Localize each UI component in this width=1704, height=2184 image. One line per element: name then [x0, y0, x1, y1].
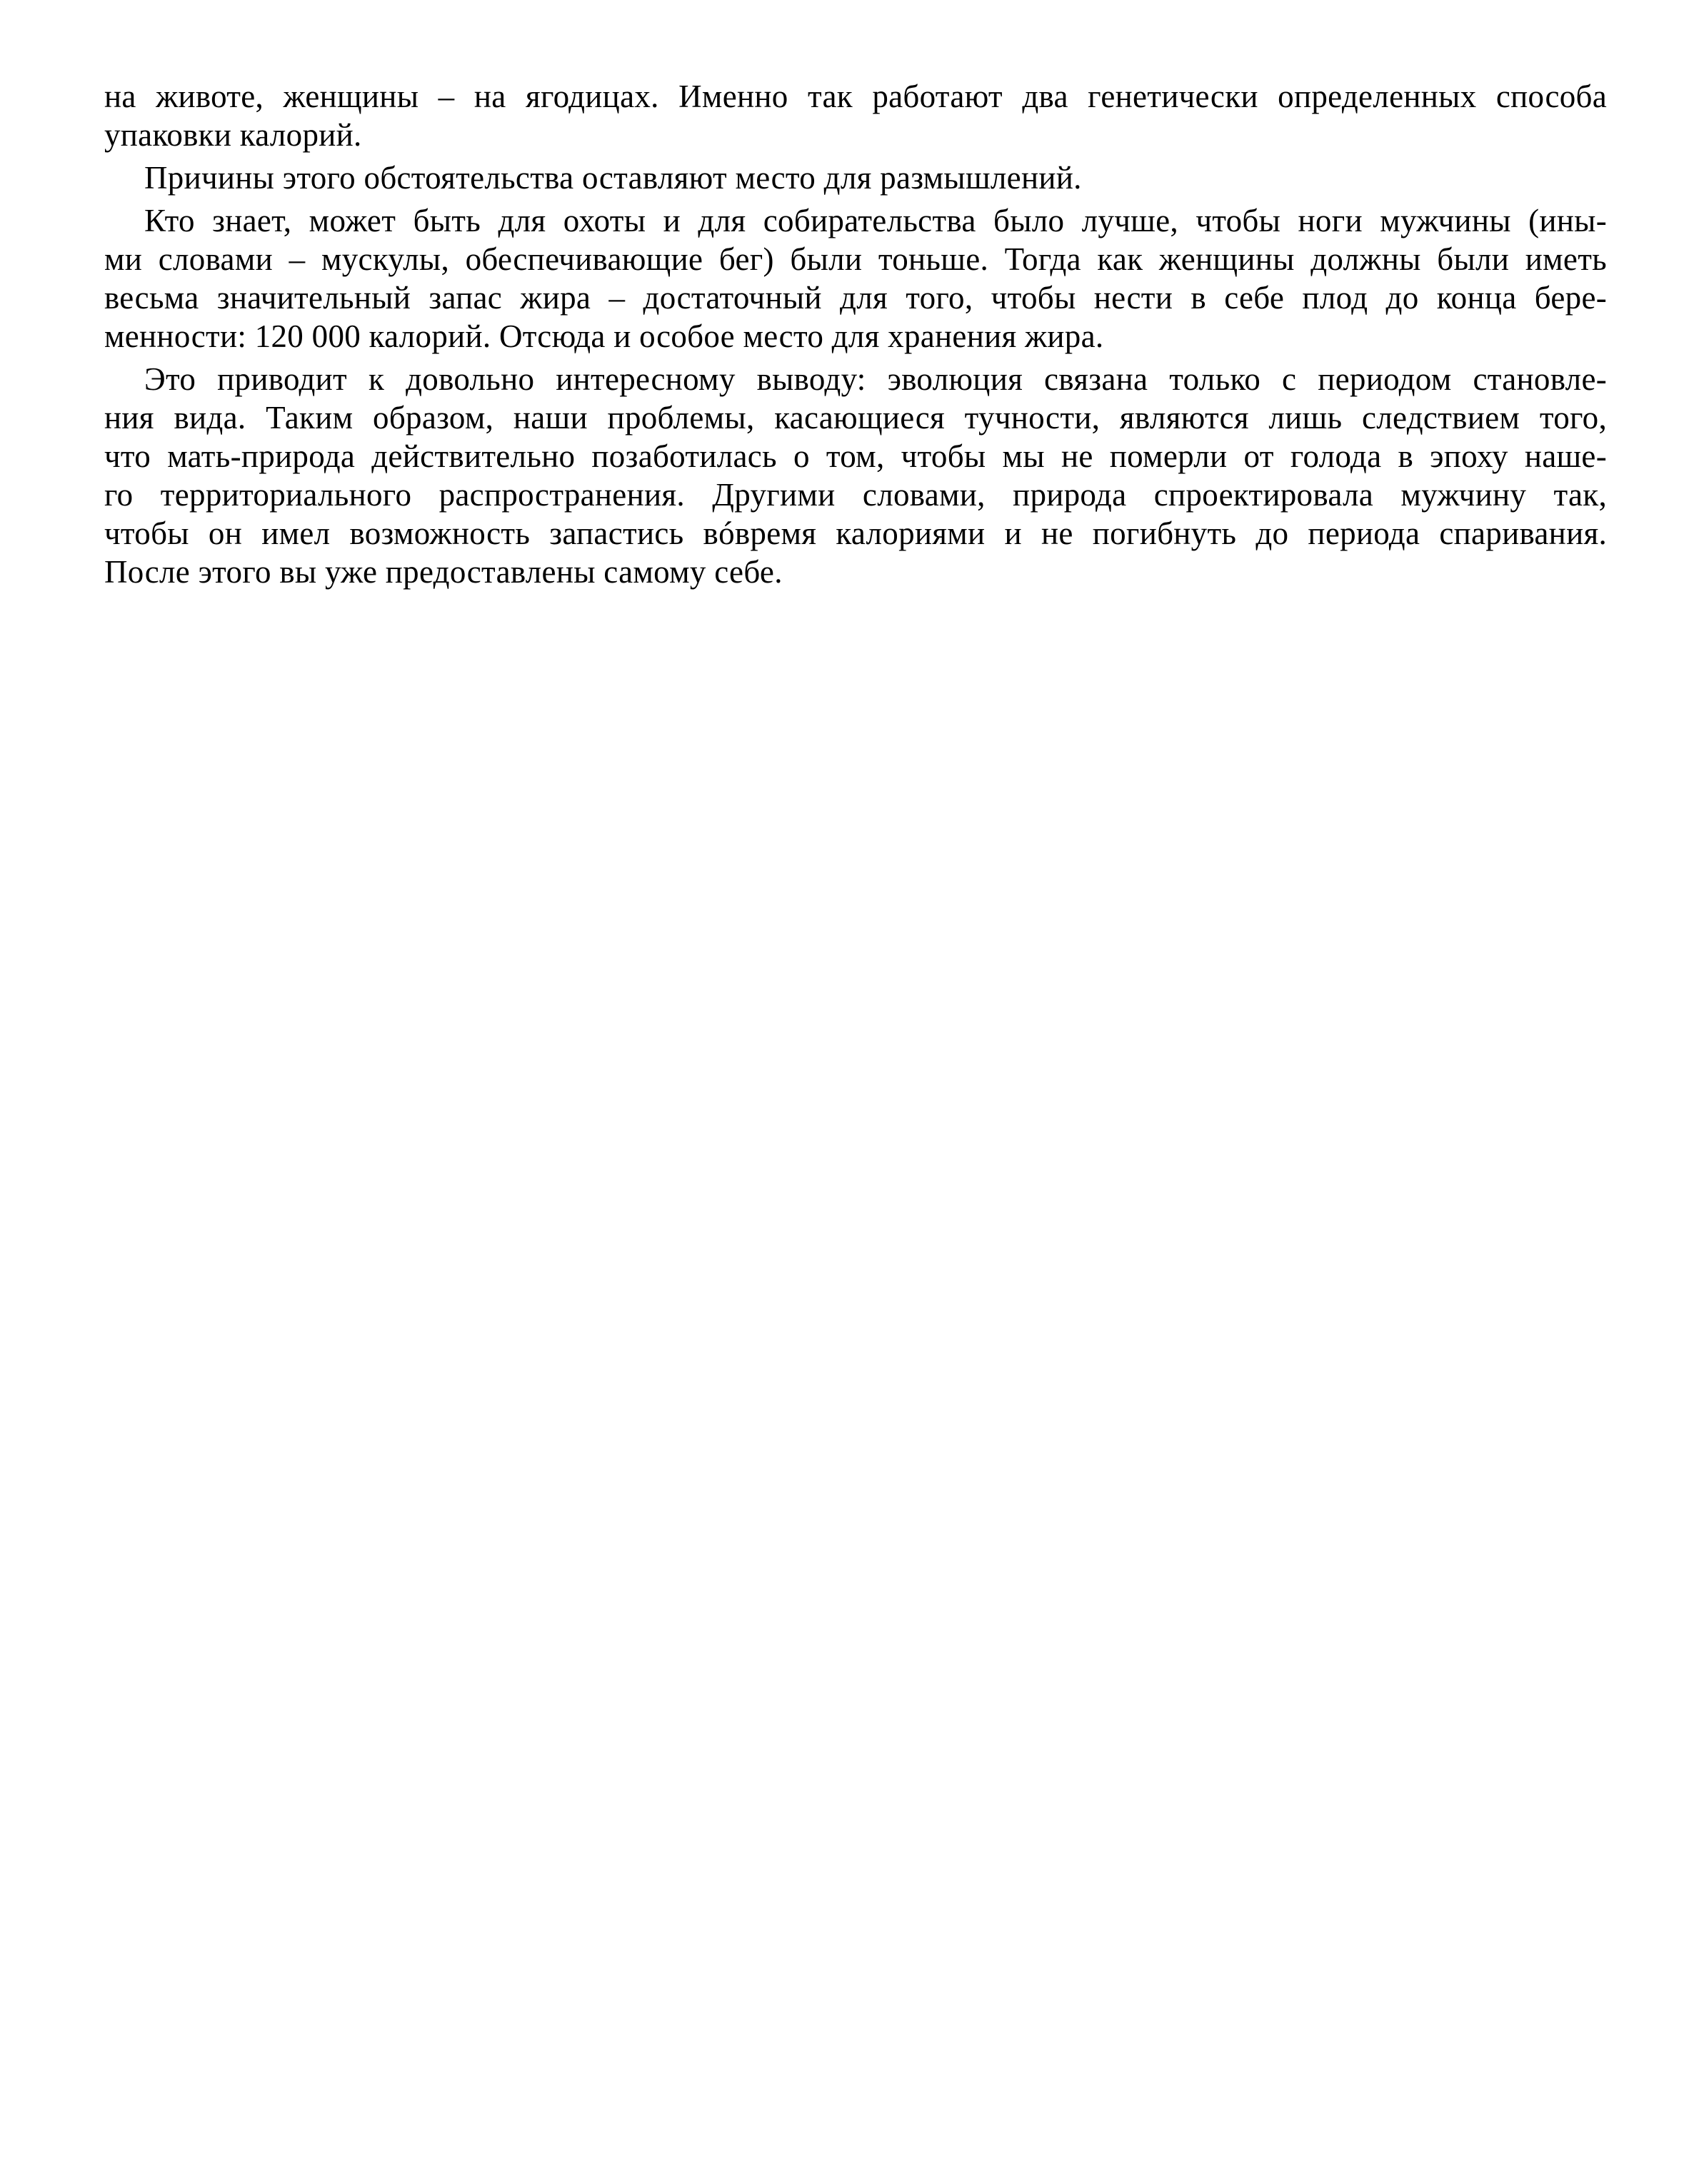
text-line: ми словами – мускулы, обеспечивающие бег) были тоньше. Тогда как женщины должны были иметь: [104, 241, 1607, 277]
text-line: После этого вы уже предоставлены самому себе.: [104, 554, 783, 590]
text-line: чтобы он имел возможность запастись вóвремя калориями и не погибнуть до периода спаривания.: [104, 515, 1607, 551]
text-line: го территориального распространения. Другими словами, природа спроектировала мужчину так,: [104, 477, 1607, 513]
text-line: упаковки калорий.: [104, 117, 362, 153]
text-line: Причины этого обстоятельства оставляют место для размышлений.: [144, 160, 1082, 196]
text-line: на животе, женщины – на ягодицах. Именно так работают два генетически определенных способа: [104, 79, 1607, 114]
paragraph-2: [104, 158, 1607, 197]
text-line: менности: 120 000 калорий. Отсюда и особое место для хранения жира.: [104, 318, 1104, 354]
text-line: что мать-природа действительно позаботилась о том, чтобы мы не померли от голода в эпоху наше-: [104, 438, 1607, 474]
paragraph-3: [104, 201, 1607, 356]
text-line: Это приводит к довольно интересному выводу: эволюция связана только с периодом становле-: [144, 361, 1607, 397]
text-line: ния вида. Таким образом, наши проблемы, касающиеся тучности, являются лишь следствием того,: [104, 400, 1607, 436]
paragraph-4: [104, 360, 1607, 591]
text-line: весьма значительный запас жира – достаточный для того, чтобы нести в себе плод до конца бере-: [104, 280, 1607, 316]
text-line: Кто знает, может быть для охоты и для собирательства было лучше, чтобы ноги мужчины (ины-: [144, 203, 1607, 238]
body-text: [104, 77, 1607, 595]
paragraph-1: [104, 77, 1607, 154]
